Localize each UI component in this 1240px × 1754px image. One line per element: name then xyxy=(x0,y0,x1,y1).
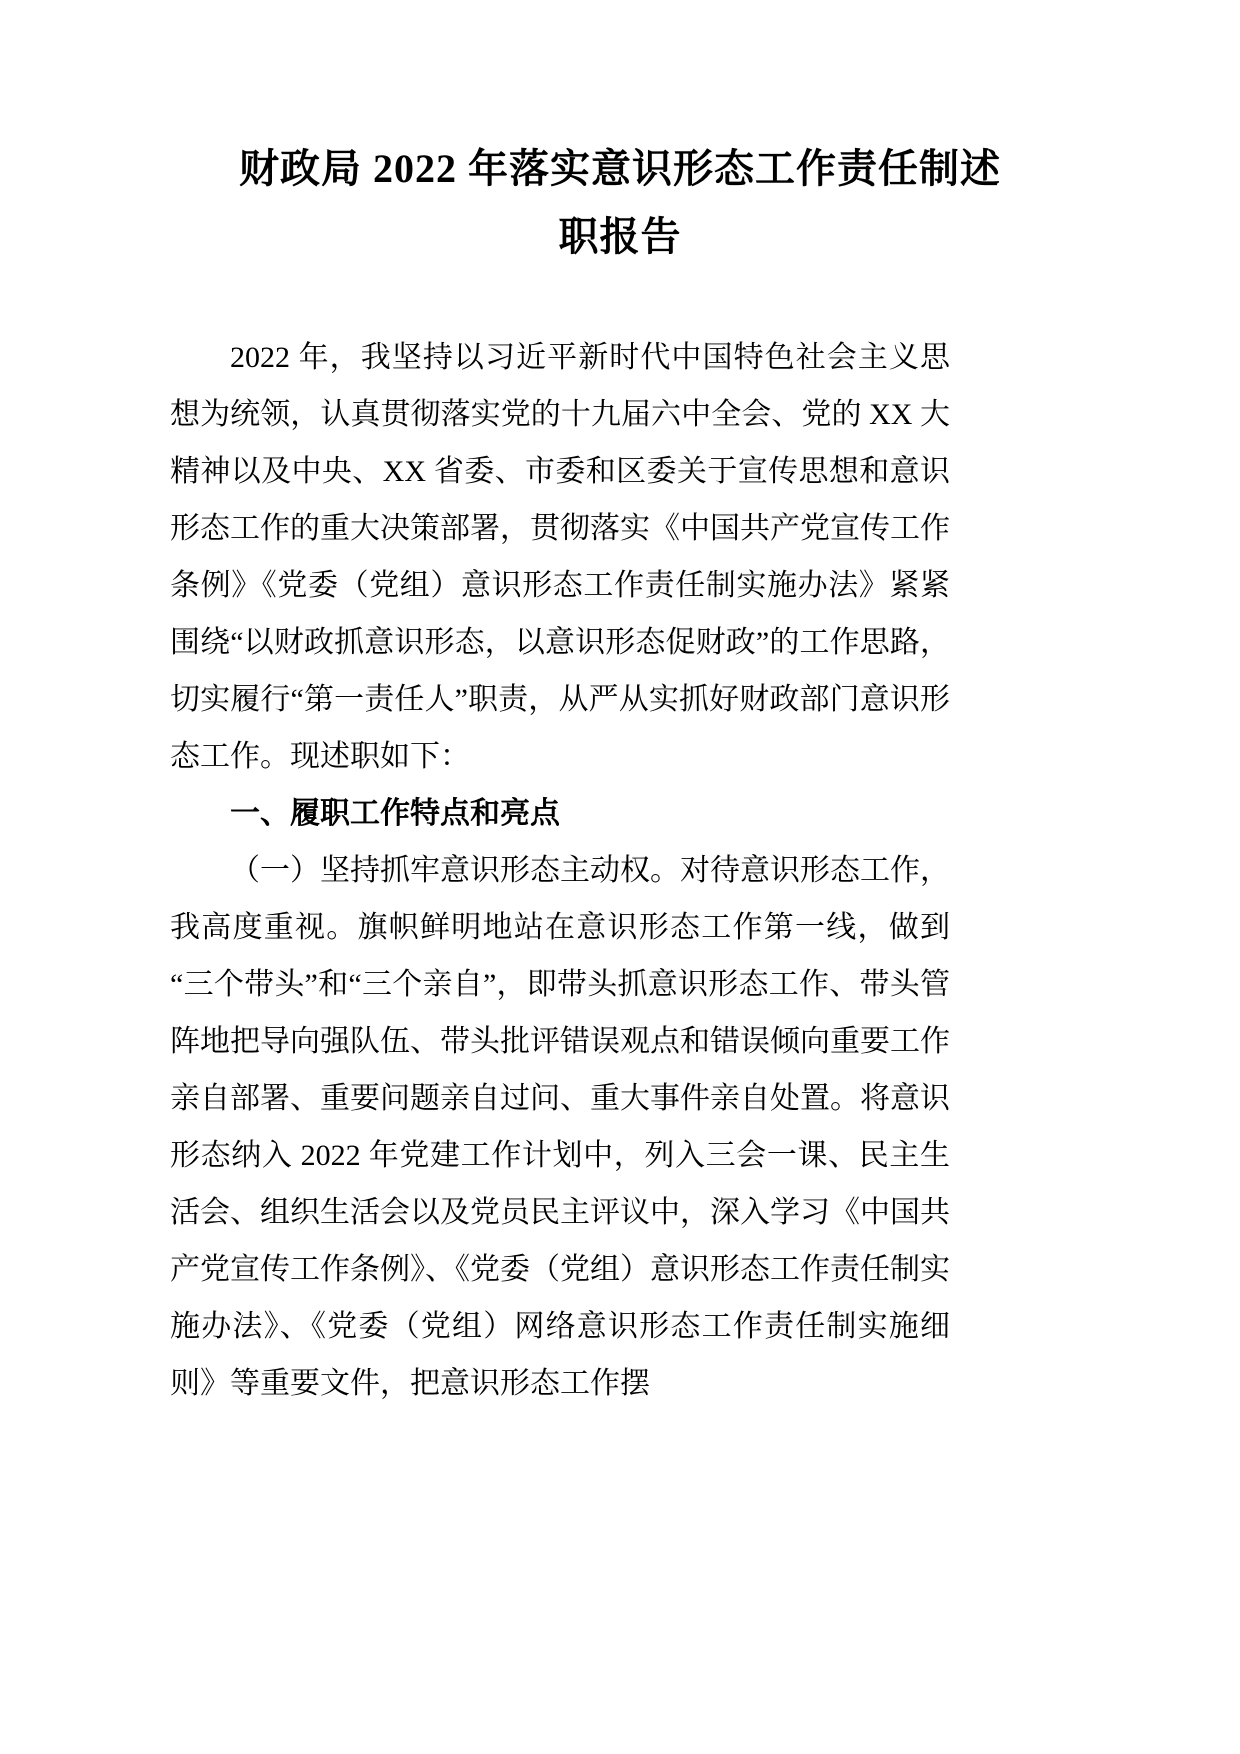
section-heading-1: 一、履职工作特点和亮点 xyxy=(230,797,560,830)
document-title: 财政局 2022 年落实意识形态工作责任制述职报告 xyxy=(239,146,1001,259)
paragraph-section-1-item-1: （一）坚持抓牢意识形态主动权。对待意识形态工作，我高度重视。旗帜鲜明地站在意识形态工作第一线，做到“三个带头”和“三个亲自”，即带头抓意识形态工作、带头管阵地把导向强队伍、带头批评错误观点和错误倾向重要工作亲自部署、重要问题亲自过问、重大事件亲自处置。将意识形态纳入 2022 年党建工作计划中，列入三会一课、民主生活会、组织生活会以及党员民主评议中，深入学习《中国共产党宣传工作条例》、《党委（党组）意识形态工作责任制实施办法》、《党委（党组）网络意识形态工作责任制实施细则》等重要文件，把意识形态工作摆 xyxy=(170,854,950,1400)
document-body xyxy=(170,329,950,1412)
paragraph-intro: 2022 年，我坚持以习近平新时代中国特色社会主义思想为统领，认真贯彻落实党的十九届六中全会、党的 XX 大精神以及中央、XX 省委、市委和区委关于宣传思想和意识形态工作的重大决策部署，贯彻落实《中国共产党宣传工作条例》《党委（党组）意识形态工作责任制实施办法》紧紧围绕“以财政抓意识形态，以意识形态促财政”的工作思路，切实履行“第一责任人”职责，从严从实抓好财政部门意识形态工作。现述职如下： xyxy=(170,341,950,773)
